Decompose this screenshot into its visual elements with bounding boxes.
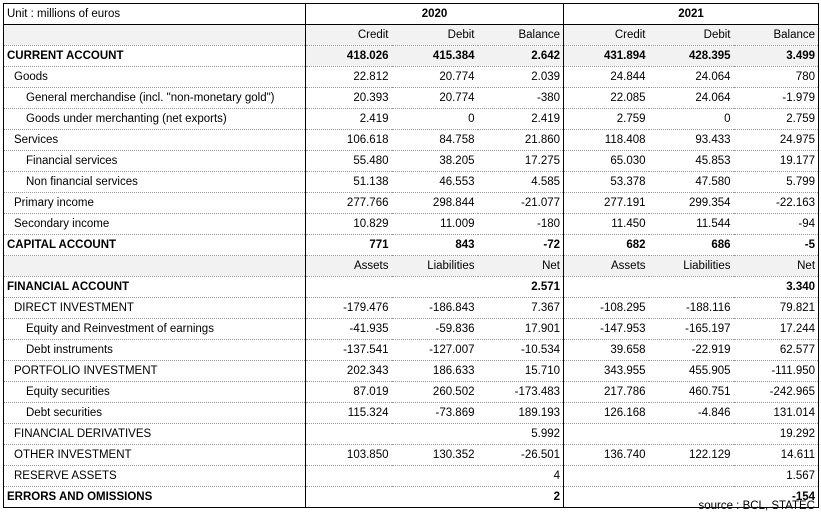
- value-cell: 20.393: [306, 88, 392, 109]
- value-cell: 53.378: [564, 172, 649, 193]
- value-cell: [392, 466, 478, 487]
- value-cell: 780: [734, 67, 819, 88]
- column-header-blank: [4, 25, 306, 46]
- value-cell: -165.197: [649, 319, 734, 340]
- value-cell: [392, 424, 478, 445]
- value-cell: 39.658: [564, 340, 649, 361]
- unit-label: Unit : millions of euros: [4, 4, 306, 25]
- table-row: [4, 235, 819, 256]
- value-cell: 38.205: [392, 151, 478, 172]
- value-cell: 24.975: [734, 130, 819, 151]
- col-header-liabilities-2021: Liabilities: [649, 256, 734, 277]
- value-cell: 771: [306, 235, 392, 256]
- col-header-credit-2020: Credit: [306, 25, 392, 46]
- value-cell: 2.759: [734, 109, 819, 130]
- col-header-net-2020: Net: [478, 256, 564, 277]
- value-cell: 136.740: [564, 445, 649, 466]
- col-header-assets-2021: Assets: [564, 256, 649, 277]
- row-label-portfolio-investment: PORTFOLIO INVESTMENT: [4, 361, 306, 382]
- value-cell: 3.340: [734, 277, 819, 298]
- table-row: [4, 277, 819, 298]
- col-header-net-2021: Net: [734, 256, 819, 277]
- value-cell: 2.571: [478, 277, 564, 298]
- value-cell: 418.026: [306, 46, 392, 67]
- value-cell: 189.193: [478, 403, 564, 424]
- row-label-goods-under-merchanting-net-exports: Goods under merchanting (net exports): [4, 109, 306, 130]
- value-cell: 79.821: [734, 298, 819, 319]
- value-cell: 20.774: [392, 67, 478, 88]
- row-label-other-investment: OTHER INVESTMENT: [4, 445, 306, 466]
- value-cell: 217.786: [564, 382, 649, 403]
- value-cell: 202.343: [306, 361, 392, 382]
- value-cell: 0: [649, 109, 734, 130]
- value-cell: -73.869: [392, 403, 478, 424]
- value-cell: 45.853: [649, 151, 734, 172]
- value-cell: -173.483: [478, 382, 564, 403]
- value-cell: -10.534: [478, 340, 564, 361]
- financial-column-header-row: [4, 256, 819, 277]
- value-cell: -154: [734, 487, 819, 508]
- value-cell: 51.138: [306, 172, 392, 193]
- value-cell: 11.009: [392, 214, 478, 235]
- value-cell: 2.642: [478, 46, 564, 67]
- col-header-balance-2020: Balance: [478, 25, 564, 46]
- row-label-non-financial-services: Non financial services: [4, 172, 306, 193]
- financial-header-blank: [4, 256, 306, 277]
- value-cell: 298.844: [392, 193, 478, 214]
- value-cell: 65.030: [564, 151, 649, 172]
- row-label-reserve-assets: RESERVE ASSETS: [4, 466, 306, 487]
- value-cell: 431.894: [564, 46, 649, 67]
- value-cell: 131.014: [734, 403, 819, 424]
- value-cell: 55.480: [306, 151, 392, 172]
- row-label-primary-income: Primary income: [4, 193, 306, 214]
- row-label-equity-and-reinvestment-of-earnings: Equity and Reinvestment of earnings: [4, 319, 306, 340]
- value-cell: 24.064: [649, 88, 734, 109]
- row-label-debt-securities: Debt securities: [4, 403, 306, 424]
- value-cell: 343.955: [564, 361, 649, 382]
- value-cell: -188.116: [649, 298, 734, 319]
- value-cell: 0: [392, 109, 478, 130]
- table-row: [4, 424, 819, 445]
- col-header-balance-2021: Balance: [734, 25, 819, 46]
- value-cell: 2.419: [478, 109, 564, 130]
- value-cell: [392, 277, 478, 298]
- value-cell: -26.501: [478, 445, 564, 466]
- value-cell: 22.085: [564, 88, 649, 109]
- table-row: [4, 193, 819, 214]
- value-cell: 19.292: [734, 424, 819, 445]
- table-row: [4, 403, 819, 424]
- value-cell: 299.354: [649, 193, 734, 214]
- value-cell: 126.168: [564, 403, 649, 424]
- table-row: [4, 214, 819, 235]
- row-label-capital-account: CAPITAL ACCOUNT: [4, 235, 306, 256]
- value-cell: [306, 277, 392, 298]
- column-header-row: [4, 25, 819, 46]
- value-cell: 5.992: [478, 424, 564, 445]
- value-cell: -111.950: [734, 361, 819, 382]
- balance-of-payments-table: [3, 3, 819, 508]
- row-label-errors-and-omissions: ERRORS AND OMISSIONS: [4, 487, 306, 508]
- value-cell: 14.611: [734, 445, 819, 466]
- value-cell: 2.039: [478, 67, 564, 88]
- value-cell: -186.843: [392, 298, 478, 319]
- source-note: source : BCL, STATEC: [698, 500, 815, 512]
- col-header-debit-2021: Debit: [649, 25, 734, 46]
- table-row: [4, 151, 819, 172]
- value-cell: 19.177: [734, 151, 819, 172]
- value-cell: 93.433: [649, 130, 734, 151]
- value-cell: -108.295: [564, 298, 649, 319]
- value-cell: 24.064: [649, 67, 734, 88]
- row-label-direct-investment: DIRECT INVESTMENT: [4, 298, 306, 319]
- value-cell: -179.476: [306, 298, 392, 319]
- col-header-assets-2020: Assets: [306, 256, 392, 277]
- value-cell: [306, 487, 392, 508]
- value-cell: 87.019: [306, 382, 392, 403]
- value-cell: 4.585: [478, 172, 564, 193]
- value-cell: 428.395: [649, 46, 734, 67]
- value-cell: -94: [734, 214, 819, 235]
- table-row: [4, 172, 819, 193]
- row-label-current-account: CURRENT ACCOUNT: [4, 46, 306, 67]
- row-label-secondary-income: Secondary income: [4, 214, 306, 235]
- year-2021-header: 2021: [564, 4, 819, 25]
- value-cell: 103.850: [306, 445, 392, 466]
- value-cell: -1.979: [734, 88, 819, 109]
- row-label-financial-account: FINANCIAL ACCOUNT: [4, 277, 306, 298]
- value-cell: 84.758: [392, 130, 478, 151]
- value-cell: 2.419: [306, 109, 392, 130]
- value-cell: 10.829: [306, 214, 392, 235]
- value-cell: 122.129: [649, 445, 734, 466]
- value-cell: -147.953: [564, 319, 649, 340]
- value-cell: 686: [649, 235, 734, 256]
- table-row: [4, 487, 819, 508]
- value-cell: [306, 466, 392, 487]
- col-header-debit-2020: Debit: [392, 25, 478, 46]
- value-cell: 17.275: [478, 151, 564, 172]
- value-cell: [306, 424, 392, 445]
- value-cell: [649, 277, 734, 298]
- value-cell: 24.844: [564, 67, 649, 88]
- table-row: [4, 466, 819, 487]
- value-cell: -22.163: [734, 193, 819, 214]
- row-label-services: Services: [4, 130, 306, 151]
- row-label-financial-services: Financial services: [4, 151, 306, 172]
- value-cell: 7.367: [478, 298, 564, 319]
- value-cell: 2: [478, 487, 564, 508]
- table-row: [4, 109, 819, 130]
- value-cell: 260.502: [392, 382, 478, 403]
- table-row: [4, 130, 819, 151]
- value-cell: 46.553: [392, 172, 478, 193]
- value-cell: 460.751: [649, 382, 734, 403]
- col-header-credit-2021: Credit: [564, 25, 649, 46]
- value-cell: 843: [392, 235, 478, 256]
- col-header-liabilities-2020: Liabilities: [392, 256, 478, 277]
- value-cell: 21.860: [478, 130, 564, 151]
- value-cell: [392, 487, 478, 508]
- value-cell: 455.905: [649, 361, 734, 382]
- value-cell: 47.580: [649, 172, 734, 193]
- value-cell: [649, 424, 734, 445]
- table-row: [4, 67, 819, 88]
- value-cell: -5: [734, 235, 819, 256]
- value-cell: 186.633: [392, 361, 478, 382]
- value-cell: 682: [564, 235, 649, 256]
- value-cell: -380: [478, 88, 564, 109]
- value-cell: -21.077: [478, 193, 564, 214]
- value-cell: 3.499: [734, 46, 819, 67]
- value-cell: 17.901: [478, 319, 564, 340]
- value-cell: 130.352: [392, 445, 478, 466]
- value-cell: 11.544: [649, 214, 734, 235]
- value-cell: -59.836: [392, 319, 478, 340]
- table-row: [4, 382, 819, 403]
- value-cell: 4: [478, 466, 564, 487]
- value-cell: 17.244: [734, 319, 819, 340]
- row-label-financial-derivatives: FINANCIAL DERIVATIVES: [4, 424, 306, 445]
- value-cell: 11.450: [564, 214, 649, 235]
- row-label-goods: Goods: [4, 67, 306, 88]
- value-cell: 5.799: [734, 172, 819, 193]
- value-cell: [564, 277, 649, 298]
- year-2020-header: 2020: [306, 4, 564, 25]
- value-cell: 15.710: [478, 361, 564, 382]
- value-cell: -22.919: [649, 340, 734, 361]
- value-cell: [564, 424, 649, 445]
- table-row: [4, 445, 819, 466]
- table-row: [4, 46, 819, 67]
- value-cell: 277.766: [306, 193, 392, 214]
- table-row: [4, 88, 819, 109]
- value-cell: 415.384: [392, 46, 478, 67]
- row-label-debt-instruments: Debt instruments: [4, 340, 306, 361]
- value-cell: -41.935: [306, 319, 392, 340]
- value-cell: -242.965: [734, 382, 819, 403]
- value-cell: -127.007: [392, 340, 478, 361]
- table-row: [4, 361, 819, 382]
- value-cell: 115.324: [306, 403, 392, 424]
- row-label-equity-securities: Equity securities: [4, 382, 306, 403]
- value-cell: [649, 466, 734, 487]
- value-cell: -137.541: [306, 340, 392, 361]
- value-cell: 2.759: [564, 109, 649, 130]
- year-header-row: [4, 4, 819, 25]
- value-cell: 22.812: [306, 67, 392, 88]
- value-cell: 106.618: [306, 130, 392, 151]
- table-row: [4, 340, 819, 361]
- table-row: [4, 319, 819, 340]
- value-cell: 277.191: [564, 193, 649, 214]
- value-cell: 20.774: [392, 88, 478, 109]
- value-cell: 62.577: [734, 340, 819, 361]
- value-cell: [564, 487, 649, 508]
- value-cell: -72: [478, 235, 564, 256]
- value-cell: [564, 466, 649, 487]
- table-row: [4, 298, 819, 319]
- row-label-general-merchandise-incl-non-monetary-gold: General merchandise (incl. "non-monetary gold"): [4, 88, 306, 109]
- value-cell: 1.567: [734, 466, 819, 487]
- value-cell: -4.846: [649, 403, 734, 424]
- value-cell: -180: [478, 214, 564, 235]
- value-cell: 118.408: [564, 130, 649, 151]
